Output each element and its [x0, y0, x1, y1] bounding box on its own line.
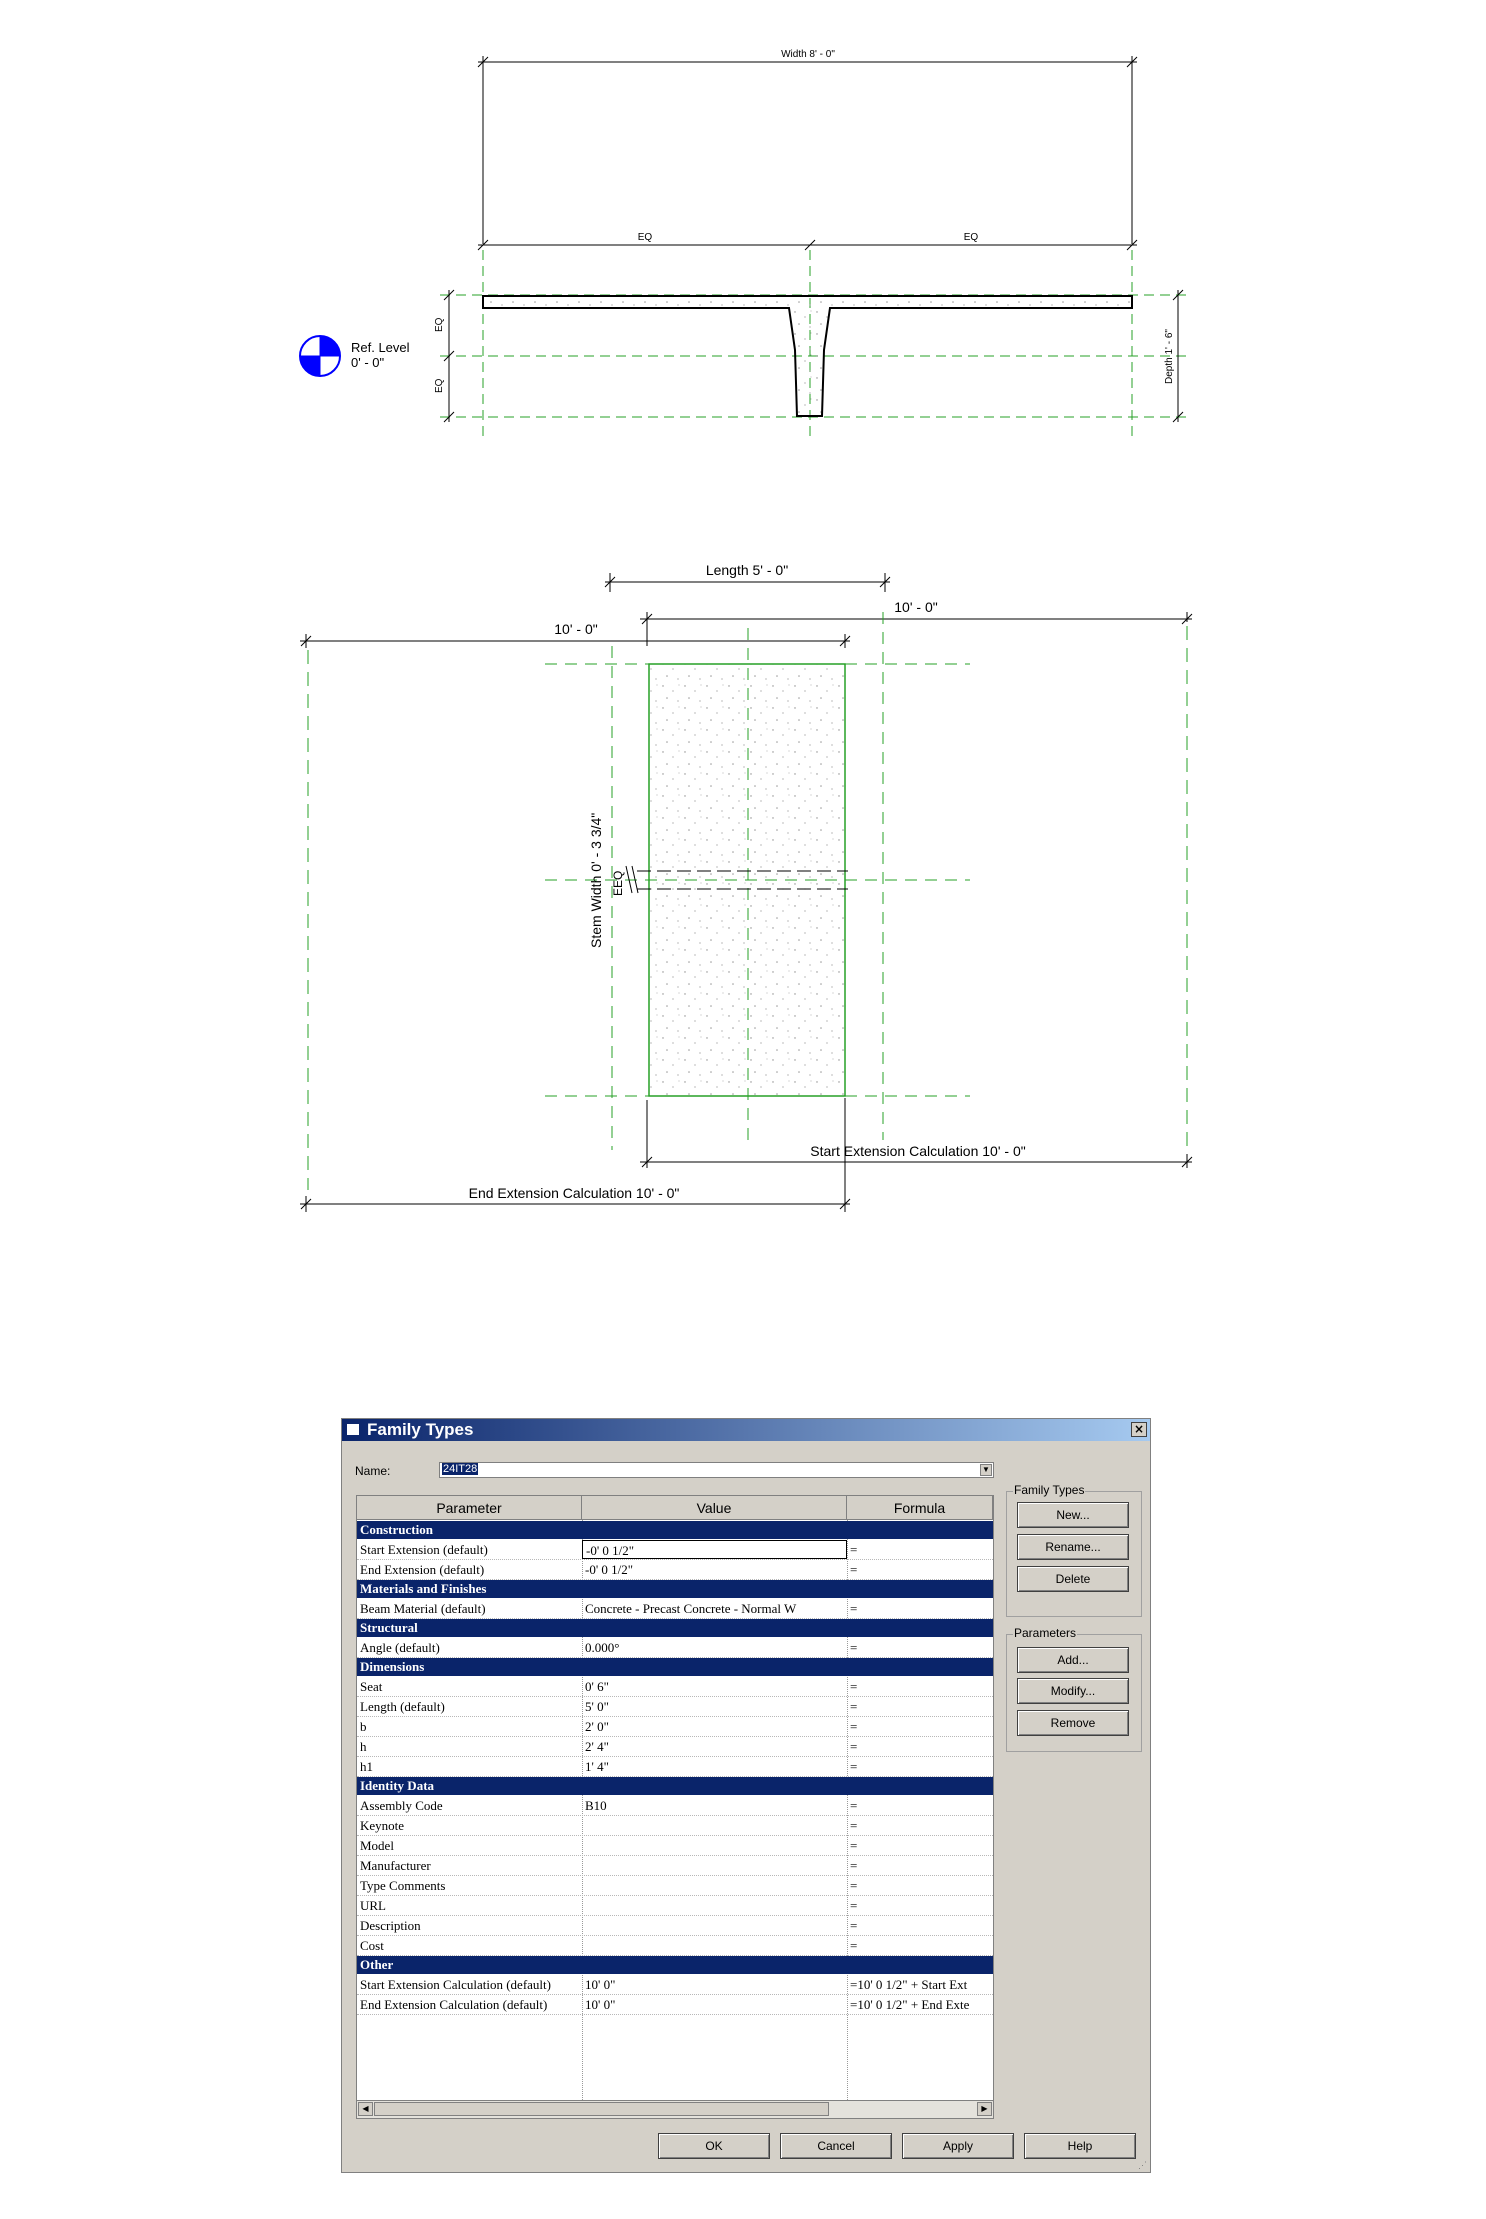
group-header: Identity Data [357, 1777, 993, 1795]
parameter-name-cell: b [360, 1719, 367, 1734]
eq-upper-text: EQ [434, 317, 445, 332]
name-dropdown[interactable] [439, 1462, 994, 1478]
start-extension-calculation-text: Start Extension Calculation 10' - 0" [810, 1143, 1026, 1159]
family-types-group-label: Family Types [1014, 1483, 1085, 1497]
parameter-value-cell[interactable]: -0' 0 1/2" [582, 1540, 847, 1559]
parameter-row[interactable] [357, 1697, 993, 1717]
parameter-formula-cell[interactable]: = [850, 1542, 858, 1557]
modify-parameter-button[interactable]: Modify... [1017, 1678, 1129, 1704]
parameter-name-cell: h [360, 1739, 367, 1754]
eq-left-text: EQ [637, 232, 653, 243]
parameter-formula-cell[interactable]: = [850, 1601, 858, 1616]
parameter-name-cell: URL [360, 1898, 386, 1913]
parameter-row[interactable] [357, 1599, 993, 1619]
parameter-formula-cell[interactable]: =10' 0 1/2" + End Exte [850, 1997, 970, 2012]
parameter-formula-cell[interactable]: = [850, 1938, 858, 1953]
parameter-value-cell[interactable] [582, 1936, 847, 1955]
parameter-value-cell[interactable] [582, 1836, 847, 1855]
end-extension-dimension-text: 10' - 0" [554, 621, 598, 637]
end-extension-calculation-text: End Extension Calculation 10' - 0" [468, 1185, 680, 1201]
family-types-dialog [341, 1418, 1151, 2173]
group-header: Materials and Finishes [357, 1580, 993, 1598]
parameter-formula-cell[interactable]: = [850, 1798, 858, 1813]
parameter-row[interactable] [357, 1560, 993, 1580]
length-dimension-text: Length 5' - 0" [705, 562, 789, 578]
parameters-groupbox [1006, 1626, 1142, 1752]
parameter-row[interactable] [357, 1717, 993, 1737]
parameters-grid [356, 1495, 994, 2119]
parameter-value-cell[interactable]: 10' 0" [585, 1977, 616, 1992]
parameter-name-cell: Start Extension (default) [360, 1542, 488, 1557]
parameter-formula-cell[interactable]: =10' 0 1/2" + Start Ext [850, 1977, 968, 1992]
add-parameter-button[interactable]: Add... [1017, 1647, 1129, 1673]
parameter-formula-cell[interactable]: = [850, 1640, 858, 1655]
eq-right-text: EQ [963, 232, 979, 243]
parameter-row[interactable] [357, 1916, 993, 1936]
resize-grip-icon[interactable]: ⋰ [1138, 2160, 1147, 2170]
parameter-formula-cell[interactable]: = [850, 1818, 858, 1833]
parameter-row[interactable] [357, 1936, 993, 1956]
eq-stack-text: EEQ [611, 870, 625, 896]
parameter-value-cell[interactable]: 2' 4" [585, 1739, 609, 1754]
remove-parameter-button[interactable]: Remove [1017, 1710, 1129, 1736]
parameter-formula-cell[interactable]: = [850, 1759, 858, 1774]
parameter-value-cell[interactable]: 5' 0" [585, 1699, 609, 1714]
parameter-name-cell: Keynote [360, 1818, 405, 1833]
dialog-titlebar[interactable] [342, 1419, 1150, 1441]
parameter-row[interactable] [357, 1638, 993, 1658]
parameter-name-cell: Seat [360, 1679, 383, 1694]
parameter-row[interactable] [357, 1995, 993, 2015]
parameter-row[interactable] [357, 1836, 993, 1856]
parameter-value-cell[interactable] [582, 1916, 847, 1935]
parameter-row[interactable] [357, 1816, 993, 1836]
parameter-value-cell[interactable]: 2' 0" [585, 1719, 609, 1734]
parameter-name-cell: Length (default) [360, 1699, 445, 1714]
parameter-value-cell[interactable]: Concrete - Precast Concrete - Normal W [585, 1601, 797, 1616]
ref-level-marker[interactable] [300, 336, 340, 376]
parameter-value-cell[interactable]: 10' 0" [585, 1997, 616, 2012]
window-icon [347, 1424, 359, 1435]
parameter-formula-cell[interactable]: = [850, 1858, 858, 1873]
eq-lower-text: EQ [434, 378, 445, 393]
parameter-row[interactable] [357, 1975, 993, 1995]
parameter-formula-cell[interactable]: = [850, 1918, 858, 1933]
parameter-value-cell[interactable]: -0' 0 1/2" [585, 1562, 634, 1577]
parameter-row[interactable] [357, 1876, 993, 1896]
parameter-name-cell: Model [360, 1838, 394, 1853]
ok-button[interactable]: OK [658, 2133, 770, 2159]
group-header: Other [357, 1956, 993, 1974]
start-extension-dimension-text: 10' - 0" [894, 599, 938, 615]
parameter-name-cell: Start Extension Calculation (default) [360, 1977, 551, 1992]
cancel-button[interactable]: Cancel [780, 2133, 892, 2159]
parameter-name-cell: Assembly Code [360, 1798, 443, 1813]
parameter-formula-cell[interactable]: = [850, 1562, 858, 1577]
parameter-value-cell[interactable]: 0' 6" [585, 1679, 609, 1694]
close-icon[interactable]: × [1131, 1422, 1147, 1437]
parameter-value-cell[interactable] [582, 1856, 847, 1875]
parameter-formula-cell[interactable]: = [850, 1719, 858, 1734]
elevation-view [300, 49, 1190, 440]
parameter-formula-cell[interactable]: = [850, 1679, 858, 1694]
scroll-right-icon[interactable]: ▶ [977, 2102, 992, 2116]
parameter-value-cell[interactable]: 0.000° [585, 1640, 620, 1655]
plan-view [300, 562, 1192, 1212]
parameter-name-cell: Type Comments [360, 1878, 446, 1893]
delete-type-button[interactable]: Delete [1017, 1566, 1129, 1592]
new-type-button[interactable]: New... [1017, 1502, 1129, 1528]
parameter-formula-cell[interactable]: = [850, 1878, 858, 1893]
parameter-formula-cell[interactable]: = [850, 1898, 858, 1913]
name-label: Name: [355, 1464, 391, 1478]
parameter-name-cell: End Extension Calculation (default) [360, 1997, 548, 2012]
group-header: Dimensions [357, 1658, 993, 1676]
parameter-name-cell: h1 [360, 1759, 373, 1774]
parameter-row[interactable] [357, 1677, 993, 1697]
parameter-formula-cell[interactable]: = [850, 1739, 858, 1754]
width-dimension-text: Width 8' - 0" [781, 49, 835, 60]
parameter-name-cell: End Extension (default) [360, 1562, 485, 1577]
group-header: Construction [357, 1521, 993, 1539]
parameter-formula-cell[interactable]: = [850, 1699, 858, 1714]
parameter-name-cell: Description [360, 1918, 421, 1933]
parameters-group-label: Parameters [1014, 1626, 1077, 1640]
help-button[interactable]: Help [1024, 2133, 1136, 2159]
scroll-left-icon[interactable]: ◀ [358, 2102, 373, 2116]
column-header-value[interactable]: Value [582, 1496, 847, 1520]
chevron-down-icon[interactable]: ▼ [980, 1464, 992, 1476]
parameter-row[interactable] [357, 1856, 993, 1876]
parameter-value-cell[interactable]: B10 [585, 1798, 607, 1813]
horizontal-scrollbar[interactable] [357, 2100, 993, 2118]
parameter-row[interactable] [357, 1540, 993, 1560]
parameter-name-cell: Manufacturer [360, 1858, 431, 1873]
group-header: Structural [357, 1619, 993, 1637]
dialog-title: Family Types [367, 1420, 474, 1439]
column-header-formula[interactable]: Formula [847, 1496, 993, 1520]
parameter-name-cell: Beam Material (default) [360, 1601, 486, 1616]
depth-dimension-text: Depth 1' - 6" [1164, 329, 1175, 384]
parameter-name-cell: Angle (default) [360, 1640, 440, 1655]
stem-width-dimension-text: Stem Width 0' - 3 3/4" [588, 812, 604, 948]
parameter-name-cell: Cost [360, 1938, 384, 1953]
name-dropdown-value: 24IT28 [443, 1463, 478, 1475]
parameter-value-cell[interactable] [582, 1816, 847, 1835]
parameter-row[interactable] [357, 1757, 993, 1777]
parameter-row[interactable] [357, 1737, 993, 1757]
parameter-value-cell[interactable] [582, 1876, 847, 1895]
scrollbar-thumb[interactable] [374, 2102, 829, 2116]
parameter-value-cell[interactable] [582, 1896, 847, 1915]
parameter-row[interactable] [357, 1796, 993, 1816]
ref-level-name: Ref. Level [351, 340, 410, 355]
apply-button[interactable]: Apply [902, 2133, 1014, 2159]
parameter-formula-cell[interactable]: = [850, 1838, 858, 1853]
parameter-value-cell[interactable]: 1' 4" [585, 1759, 609, 1774]
parameter-row[interactable] [357, 1896, 993, 1916]
rename-type-button[interactable]: Rename... [1017, 1534, 1129, 1560]
column-header-parameter[interactable]: Parameter [357, 1496, 582, 1520]
ref-level-value: 0' - 0" [351, 355, 385, 370]
family-types-groupbox [1006, 1483, 1142, 1617]
